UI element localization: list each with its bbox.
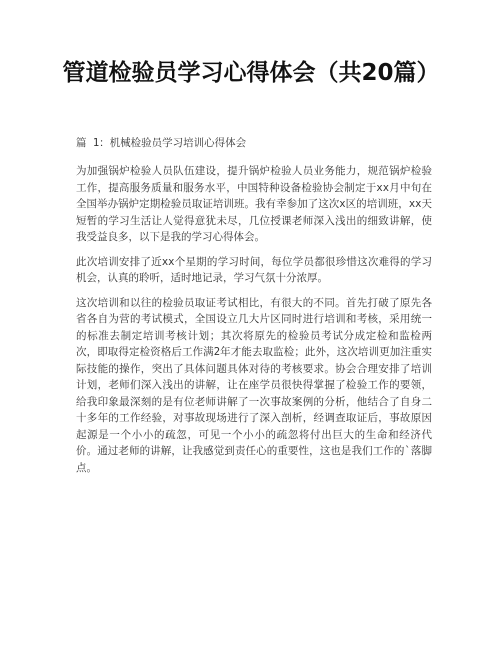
- section-heading: 篇 1：机械检验员学习培训心得体会: [76, 137, 247, 149]
- document-title: 管道检验员学习心得体会（共20篇）: [62, 60, 440, 86]
- paragraph-2: 此次培训安排了近xx个星期的学习时间，每位学员都很珍惜这次难得的学习机会，认真的聆听，适时地记录，学习气氛十分浓厚。: [76, 255, 432, 284]
- paragraph-3: 这次培训和以往的检验员取证考试相比，有很大的不同。首先打破了原先各省各自为营的考试模式，全国设立几大片区同时进行培训和考核，采用统一的标准去制定培训考核计划；其次将原先的检验员考试分成定检和监检两次，即取得定检资格后工作满2年才能去取监检；此外，这次培训更加注重实际技能的操作，突出了具体问题具体对待的考核要求。协会合理安排了培训计划，老师们深入浅出的讲解，让在座学员很快得掌握了检验工作的要领，给我印象最深刻的是有位老师讲解了一次事故案例的分析，他结合了自身二十多年的工作经验，对事故现场进行了深入剖析，经调查取证后，事故原因起源是一个小小的疏忽，可见一个小小的疏忽将付出巨大的生命和经济代价。通过老师的讲解，让我感觉到责任心的重要性，这也是我们工作的`落脚点。: [76, 296, 432, 474]
- document-body: [76, 163, 432, 484]
- paragraph-1: 为加强锅炉检验人员队伍建设，提升锅炉检验人员业务能力，规范锅炉检验工作，提高服务质量和服务水平，中国特种设备检验协会制定于xx月中旬在全国举办锅炉定期检验员取证培训班。我有幸参加了这次x区的培训班，xx天短暂的学习生活让人觉得意犹未尽，几位授课老师深入浅出的细致讲解，使我受益良多，以下是我的学习心得体会。: [76, 165, 432, 243]
